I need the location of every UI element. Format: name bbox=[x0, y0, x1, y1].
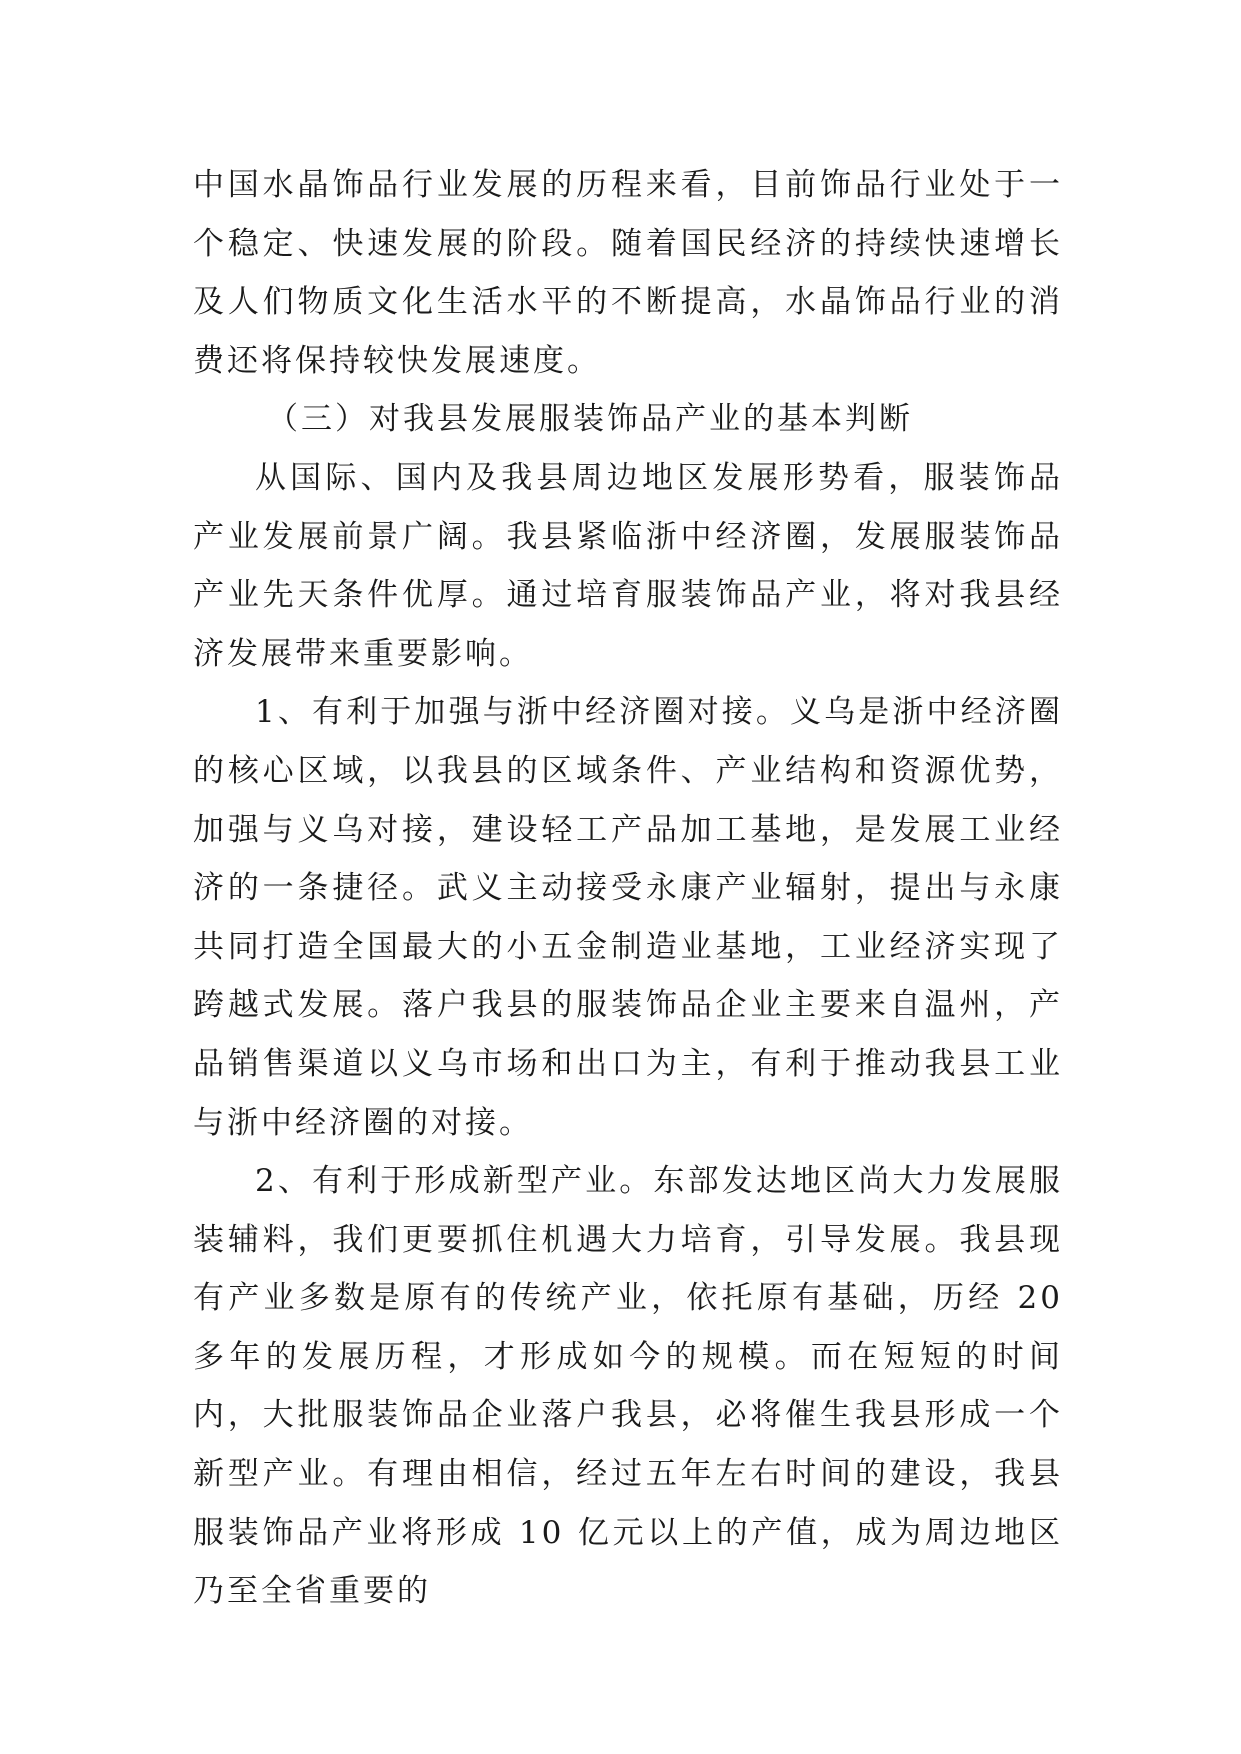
body-text bbox=[193, 156, 1063, 1621]
paragraph-point-1: 1、有利于加强与浙中经济圈对接。义乌是浙中经济圈的核心区域，以我县的区域条件、产业结构和资源优势，加强与义乌对接，建设轻工产品加工基地，是发展工业经济的一条捷径。武义主动接受永康产业辐射，提出与永康共同打造全国最大的小五金制造业基地，工业经济实现了跨越式发展。落户我县的服装饰品企业主要来自温州，产品销售渠道以义乌市场和出口为主，有利于推动我县工业与浙中经济圈的对接。 bbox=[193, 694, 1063, 1141]
paragraph-overview: 从国际、国内及我县周边地区发展形势看，服装饰品产业发展前景广阔。我县紧临浙中经济圈，发展服装饰品产业先天条件优厚。通过培育服装饰品产业，将对我县经济发展带来重要影响。 bbox=[193, 459, 1063, 672]
section-heading: （三）对我县发展服装饰品产业的基本判断 bbox=[267, 401, 913, 438]
paragraph-continuation: 中国水晶饰品行业发展的历程来看，目前饰品行业处于一个稳定、快速发展的阶段。随着国民经济的持续快速增长及人们物质文化生活水平的不断提高，水晶饰品行业的消费还将保持较快发展速度。 bbox=[193, 167, 1063, 379]
paragraph-point-2: 2、有利于形成新型产业。东部发达地区尚大力发展服装辅料，我们更要抓住机遇大力培育，引导发展。我县现有产业多数是原有的传统产业，依托原有基础，历经 20 多年的发展历程，才形成如今的规模。而在短短的时间内，大批服装饰品企业落户我县，必将催生我县形成一个新型产业。有理由相信，经过五年左右时间的建设，我县服装饰品产业将形成 10 亿元以上的产值，成为周边地区乃至全省重要的 bbox=[193, 1163, 1063, 1610]
